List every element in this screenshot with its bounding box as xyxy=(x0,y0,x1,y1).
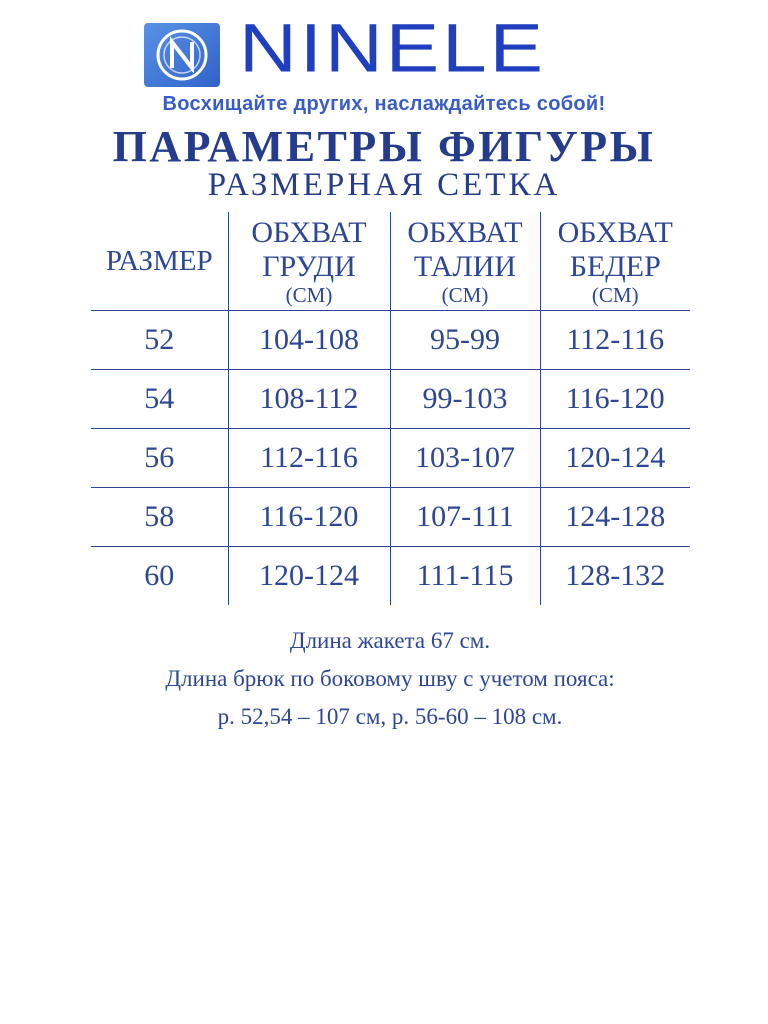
header-size-label: РАЗМЕР xyxy=(105,244,213,277)
cell-hips: 116-120 xyxy=(540,370,690,429)
header-waist-unit: (СМ) xyxy=(441,283,489,307)
cell-chest: 120-124 xyxy=(228,547,390,606)
header-hips-unit: (СМ) xyxy=(591,283,639,307)
page-subtitle: РАЗМЕРНАЯ СЕТКА xyxy=(207,167,561,203)
cell-chest: 112-116 xyxy=(228,429,390,488)
measurement-notes xyxy=(0,626,768,740)
trousers-length-label: Длина брюк по боковому шву с учетом пояса: xyxy=(165,666,615,691)
header-waist-line2: ТАЛИИ xyxy=(413,250,517,283)
header-waist xyxy=(390,212,540,311)
cell-hips: 112-116 xyxy=(540,311,690,370)
table-row xyxy=(91,547,690,606)
brand-name: NINELE xyxy=(239,9,546,87)
brand-logo xyxy=(143,9,643,90)
cell-hips: 124-128 xyxy=(540,488,690,547)
cell-waist: 103-107 xyxy=(390,429,540,488)
header-size xyxy=(91,212,228,311)
cell-hips: 128-132 xyxy=(540,547,690,606)
cell-size: 54 xyxy=(91,370,228,429)
cell-waist: 95-99 xyxy=(390,311,540,370)
header-waist-line1: ОБХВАТ xyxy=(407,216,523,249)
header-hips-line2: БЕДЕР xyxy=(569,250,661,283)
cell-waist: 99-103 xyxy=(390,370,540,429)
cell-size: 58 xyxy=(91,488,228,547)
table-row xyxy=(91,311,690,370)
cell-size: 60 xyxy=(144,559,175,592)
table-row xyxy=(91,370,690,429)
cell-waist: 107-111 xyxy=(390,488,540,547)
trousers-length-values: р. 52,54 – 107 см, р. 56-60 – 108 см. xyxy=(217,704,563,729)
header-chest xyxy=(228,212,390,311)
table-row xyxy=(91,488,690,547)
header-chest-line1: ОБХВАТ xyxy=(251,216,367,249)
header-chest-unit: (СМ) xyxy=(285,283,333,307)
cell-chest: 104-108 xyxy=(228,311,390,370)
header-hips-line1: ОБХВАТ xyxy=(557,216,673,249)
ninele-n-badge-icon xyxy=(143,22,221,88)
table-row xyxy=(91,429,690,488)
table-header-row xyxy=(91,212,690,311)
cell-waist: 111-115 xyxy=(390,547,540,606)
header-chest-line2: ГРУДИ xyxy=(262,250,356,283)
cell-hips: 120-124 xyxy=(540,429,690,488)
page-title: ПАРАМЕТРЫ ФИГУРЫ xyxy=(112,122,656,171)
jacket-length-note: Длина жакета 67 см. xyxy=(289,628,491,653)
cell-size: 52 xyxy=(91,311,228,370)
header-hips xyxy=(540,212,690,311)
size-chart-table xyxy=(91,212,690,605)
cell-size: 56 xyxy=(91,429,228,488)
cell-chest: 116-120 xyxy=(228,488,390,547)
cell-chest: 108-112 xyxy=(228,370,390,429)
brand-slogan: Восхищайте других, наслаждайтесь собой! xyxy=(162,93,606,115)
